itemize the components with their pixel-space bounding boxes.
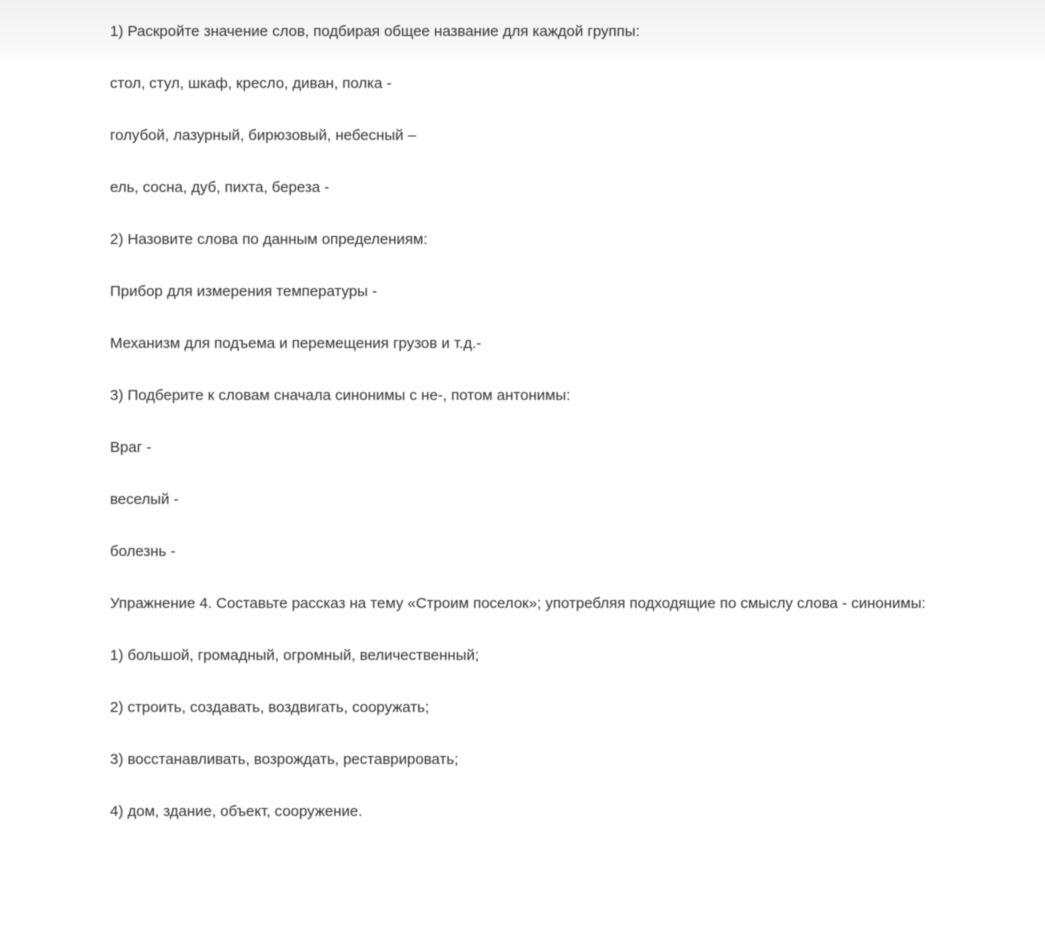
exercise-4-item-3: 3) восстанавливать, возрождать, реставрировать; [110, 751, 459, 768]
document-content [110, 22, 990, 822]
exercise-4-item-2: 2) строить, создавать, воздвигать, сооружать; [110, 699, 430, 716]
task-3-item-enemy: Враг - [110, 439, 152, 456]
task-2-heading: 2) Назовите слова по данным определениям: [110, 231, 428, 248]
task-2-item-crane: Механизм для подъема и перемещения грузов и т.д.- [110, 335, 482, 352]
task-1-item-blue: голубой, лазурный, бирюзовый, небесный – [110, 127, 417, 144]
exercise-4-heading: Упражнение 4. Составьте рассказ на тему «Строим поселок»; употребляя подходящие по смыслу слова - синонимы: [110, 595, 926, 612]
task-3-heading: 3) Подберите к словам сначала синонимы с не-, потом антонимы: [110, 387, 571, 404]
exercise-4-item-1: 1) большой, громадный, огромный, величественный; [110, 647, 480, 664]
task-3-item-cheerful: веселый - [110, 491, 179, 508]
task-3-item-illness: болезнь - [110, 543, 176, 560]
task-1-heading: 1) Раскройте значение слов, подбирая общее название для каждой группы: [110, 23, 640, 40]
task-1-item-furniture: стол, стул, шкаф, кресло, диван, полка - [110, 75, 392, 92]
task-2-item-thermometer: Прибор для измерения температуры - [110, 283, 378, 300]
exercise-4-item-4: 4) дом, здание, объект, сооружение. [110, 803, 363, 820]
task-1-item-trees: ель, сосна, дуб, пихта, береза - [110, 179, 330, 196]
